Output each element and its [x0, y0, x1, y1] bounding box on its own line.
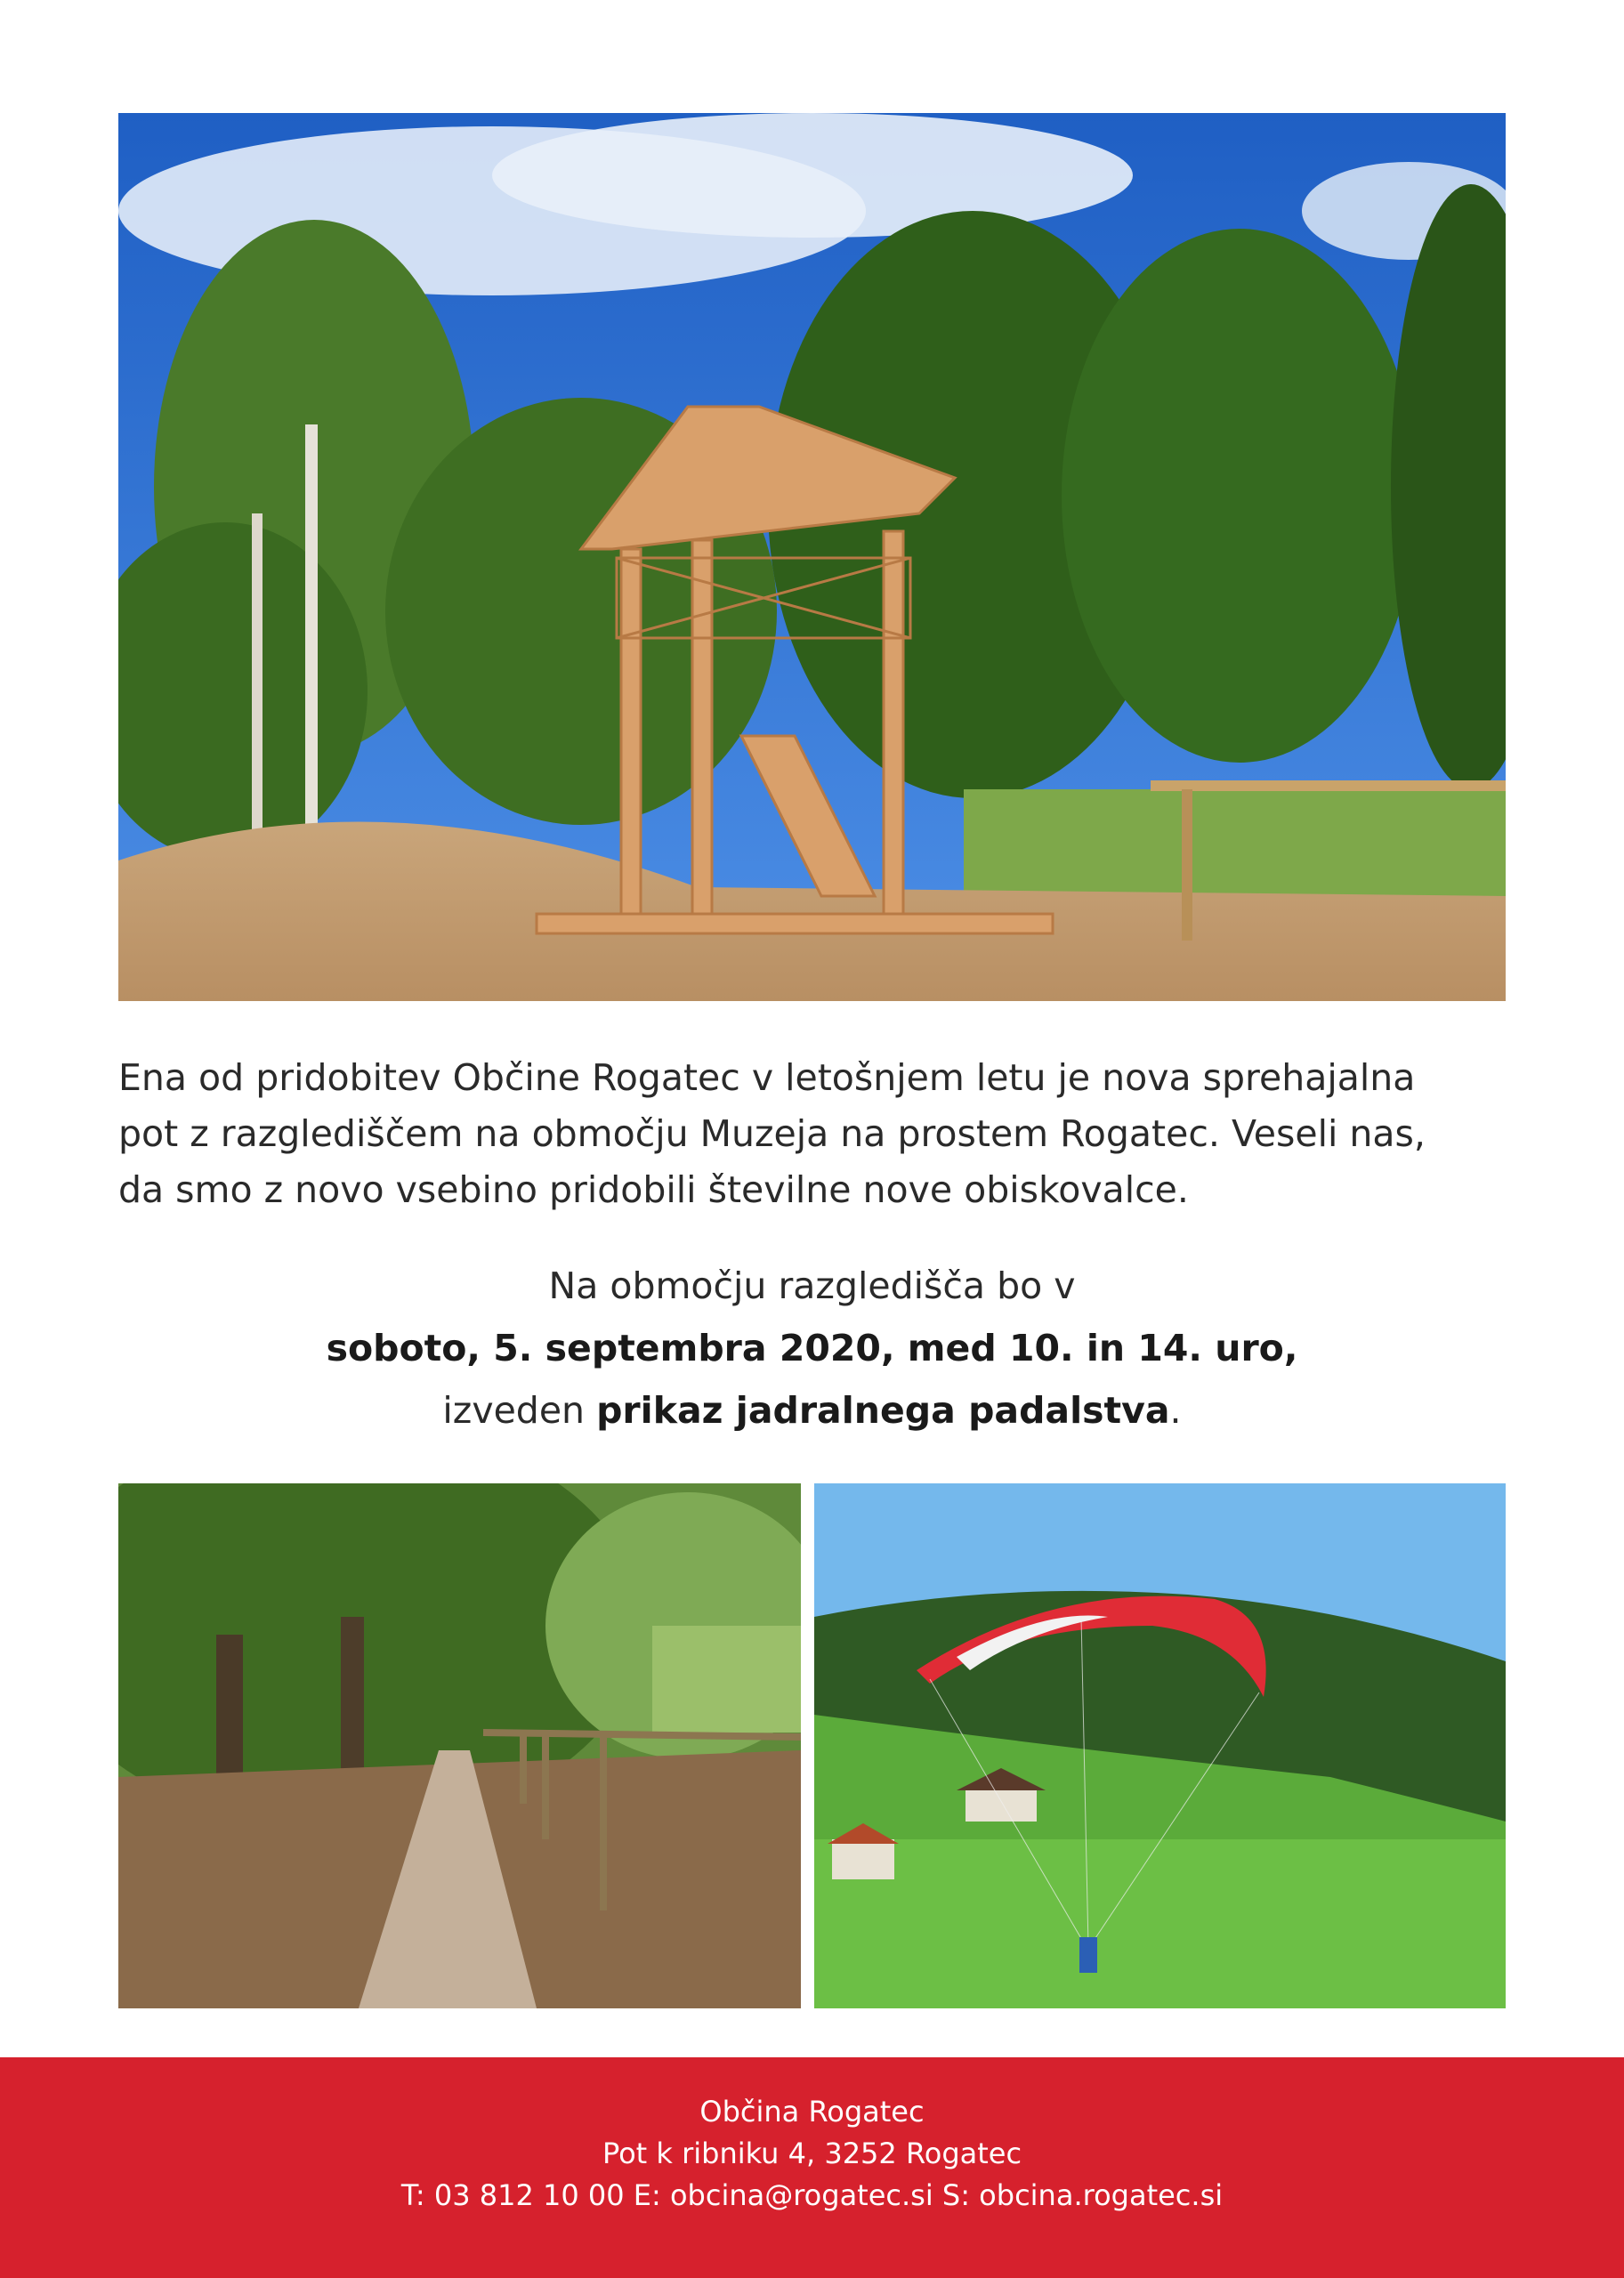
intro-line-1: Ena od pridobitev Občine Rogatec v letošnjem letu je nova sprehajalna	[118, 1056, 1416, 1099]
announcement-line-1: Na območju razgledišča bo v	[548, 1264, 1076, 1307]
footer-organization-name: Občina Rogatec	[699, 2095, 925, 2129]
intro-paragraph	[118, 1050, 1506, 1218]
event-date: soboto, 5. septembra 2020, med 10. in 14. uro,	[326, 1327, 1298, 1369]
footer-contact-info: T: 03 812 10 00 E: obcina@rogatec.si S: obcina.rogatec.si	[400, 2178, 1224, 2212]
intro-line-2: pot z razglediščem na območju Muzeja na prostem Rogatec. Veseli nas,	[118, 1112, 1426, 1155]
photo-walking-path	[118, 1483, 801, 2008]
announcement-date-line	[118, 1317, 1506, 1379]
footer-contact-bar	[0, 2057, 1624, 2278]
announcement-prefix: izveden	[442, 1389, 597, 1432]
event-announcement	[118, 1255, 1506, 1442]
announcement-line-3	[118, 1379, 1506, 1442]
footer-address: Pot k ribniku 4, 3252 Rogatec	[602, 2137, 1022, 2170]
event-name: prikaz jadralnega padalstva	[596, 1389, 1170, 1432]
intro-line-3: da smo z novo vsebino pridobili številne nove obiskovalce.	[118, 1168, 1189, 1211]
hero-photo-observation-tower	[118, 113, 1506, 1001]
announcement-suffix: .	[1169, 1389, 1182, 1432]
photo-paraglider	[814, 1483, 1506, 2008]
